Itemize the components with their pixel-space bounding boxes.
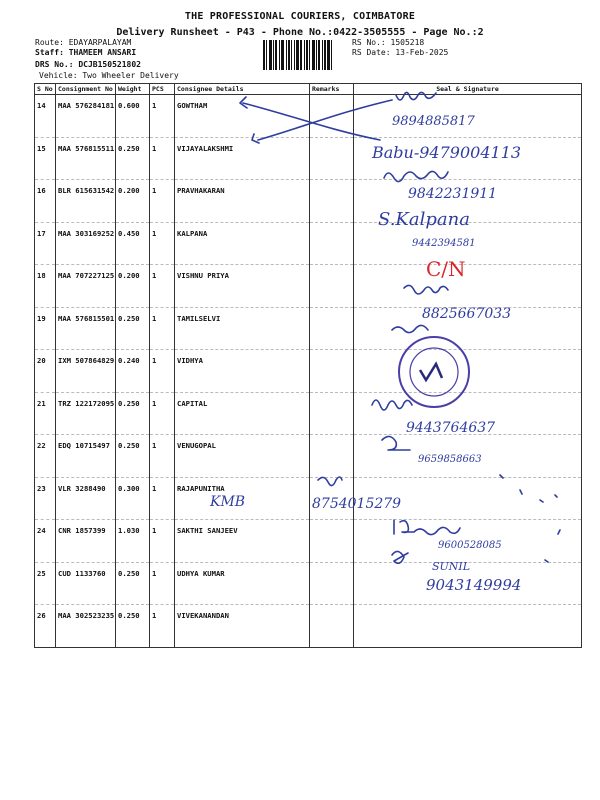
col-weight: Weight <box>116 84 150 95</box>
cell-weight: 0.250 <box>116 392 150 435</box>
col-consignee: Consignee Details <box>175 84 310 95</box>
cell-pcs: 1 <box>150 265 175 308</box>
cell-pcs: 1 <box>150 137 175 180</box>
company-title: THE PROFESSIONAL COURIERS, COIMBATORE <box>184 11 416 22</box>
rs-date: RS Date: 13-Feb-2025 <box>352 48 449 57</box>
cell-consignment: MAA 576284181 <box>56 95 116 138</box>
cell-consignee: GOWTHAM <box>175 95 310 138</box>
staff-label: Staff: THAMEEM ANSARI <box>35 48 137 57</box>
sig23-phone: 9659858663 <box>418 454 482 465</box>
runsheet-subtitle: Delivery Runsheet - P43 - Phone No.:0422-3505555 - Page No.:2 <box>116 27 484 38</box>
cell-pcs: 1 <box>150 435 175 478</box>
cell-consignee: PRAVHAKARAN <box>175 180 310 223</box>
col-signature: Seal & Signature <box>354 84 582 95</box>
cell-sno: 26 <box>35 605 56 648</box>
sig16-phone: 9842231911 <box>408 186 498 202</box>
consignee24-note: KMB <box>210 494 246 510</box>
cell-weight: 0.450 <box>116 222 150 265</box>
col-remarks: Remarks <box>310 84 354 95</box>
cell-consignment: MAA 576815501 <box>56 307 116 350</box>
cell-pcs: 1 <box>150 392 175 435</box>
col-pcs: PCS <box>150 84 175 95</box>
cell-weight: 0.200 <box>116 265 150 308</box>
cell-consignment: MAA 303169252 <box>56 222 116 265</box>
sig26-name: SUNIL <box>432 560 471 573</box>
cell-consignee: SAKTHI SANJEEV <box>175 520 310 563</box>
cell-sno: 23 <box>35 477 56 520</box>
cell-sno: 17 <box>35 222 56 265</box>
cell-consignee: UDHYA KUMAR <box>175 562 310 605</box>
signature-scribble <box>318 477 342 486</box>
arrow-head <box>252 134 259 143</box>
cell-consignment: MAA 707227125 <box>56 265 116 308</box>
cell-consignee: CAPITAL <box>175 392 310 435</box>
sig19-phone: 8825667033 <box>422 306 512 322</box>
signature-scribble <box>372 400 412 410</box>
cell-pcs: 1 <box>150 350 175 393</box>
cell-weight: 0.250 <box>116 435 150 478</box>
cell-weight: 0.250 <box>116 137 150 180</box>
pen-marks <box>500 475 560 562</box>
cell-consignment: CNR 1857399 <box>56 520 116 563</box>
cell-consignment: TRZ 122172095 <box>56 392 116 435</box>
cell-sno: 24 <box>35 520 56 563</box>
cell-weight: 0.250 <box>116 562 150 605</box>
cell-pcs: 1 <box>150 477 175 520</box>
cell-consignee: VIVEKANANDAN <box>175 605 310 648</box>
cell-pcs: 1 <box>150 520 175 563</box>
rs-number: RS No.: 1505218 <box>352 38 425 47</box>
cell-sno: 14 <box>35 95 56 138</box>
remark-cn: C/N <box>426 257 466 281</box>
sig17-name: S.Kalpana <box>378 209 470 230</box>
cell-sno: 21 <box>35 392 56 435</box>
sig26-phone: 9043149994 <box>426 576 522 594</box>
cell-pcs: 1 <box>150 180 175 223</box>
cell-weight: 0.250 <box>116 605 150 648</box>
signature-scribble <box>392 551 408 563</box>
sig24-phone: 8754015279 <box>312 496 402 512</box>
cell-consignment: VLR 3288490 <box>56 477 116 520</box>
signature-scribble <box>394 520 460 535</box>
cell-sno: 15 <box>35 137 56 180</box>
signature-scribble <box>384 171 448 181</box>
sig17-phone: 9442394581 <box>412 238 476 249</box>
cell-consignee: VISHNU PRIYA <box>175 265 310 308</box>
col-consignment: Consignment No <box>56 84 116 95</box>
route-label: Route: EDAYARPALAYAM <box>35 38 132 47</box>
cell-consignment: IXM 507864829 <box>56 350 116 393</box>
cell-pcs: 1 <box>150 307 175 350</box>
cell-weight: 0.240 <box>116 350 150 393</box>
col-sno: S No <box>35 84 56 95</box>
cell-consignment: BLR 615631542 <box>56 180 116 223</box>
cell-consignment: MAA 302523235 <box>56 605 116 648</box>
cell-consignee: TAMILSELVI <box>175 307 310 350</box>
cell-weight: 0.600 <box>116 95 150 138</box>
signature-scribble <box>382 436 410 450</box>
sig25-phone: 9600528085 <box>438 540 502 551</box>
cell-pcs: 1 <box>150 562 175 605</box>
sig15-name-phone: Babu-9479004113 <box>372 143 522 162</box>
sig22-phone: 9443764637 <box>406 420 496 436</box>
cell-consignment: CUD 1133760 <box>56 562 116 605</box>
cell-sno: 25 <box>35 562 56 605</box>
cell-sno: 18 <box>35 265 56 308</box>
cell-sno: 19 <box>35 307 56 350</box>
cell-pcs: 1 <box>150 605 175 648</box>
cell-consignee: VIDHYA <box>175 350 310 393</box>
cell-consignment: MAA 576815511 <box>56 137 116 180</box>
cell-sno: 16 <box>35 180 56 223</box>
cell-weight: 0.250 <box>116 307 150 350</box>
cell-consignee: VIJAYALAKSHMI <box>175 137 310 180</box>
cell-sno: 22 <box>35 435 56 478</box>
delivery-stamp <box>399 337 469 407</box>
cell-weight: 1.030 <box>116 520 150 563</box>
sig14-phone: 9894885817 <box>392 114 475 129</box>
cell-weight: 0.300 <box>116 477 150 520</box>
cell-sno: 20 <box>35 350 56 393</box>
cell-consignee: VENUGOPAL <box>175 435 310 478</box>
cell-consignee: RAJAPUNITHA <box>175 477 310 520</box>
cell-pcs: 1 <box>150 95 175 138</box>
cell-weight: 0.200 <box>116 180 150 223</box>
swap-arrow-line <box>258 100 392 140</box>
cell-consignment: EDQ 10715497 <box>56 435 116 478</box>
vehicle-label: Vehicle: Two Wheeler Delivery <box>39 71 179 80</box>
signature-scribble <box>392 325 428 332</box>
drs-number: DRS No.: DCJB150521802 <box>35 60 141 69</box>
cell-pcs: 1 <box>150 222 175 265</box>
signature-scribble <box>396 92 436 100</box>
cell-consignee: KALPANA <box>175 222 310 265</box>
signature-scribble <box>404 285 448 294</box>
